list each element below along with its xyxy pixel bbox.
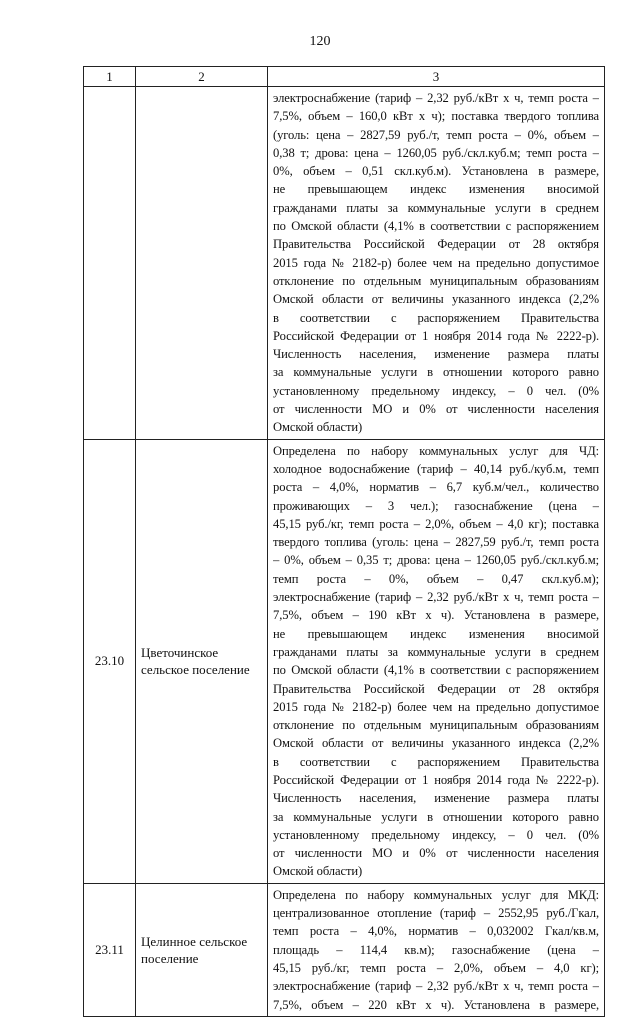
table-header-row xyxy=(84,67,605,87)
description-line: 7,5%, объем – 160,0 кВт х ч); поставка твердого топлива xyxy=(273,109,599,124)
description-line: централизованное отопление (тариф – 2552,95 руб./Гкал, xyxy=(273,906,599,921)
description-line: за коммунальные услуги в отношении которого равно xyxy=(273,365,599,380)
table-row xyxy=(84,439,605,883)
description-line: за коммунальные услуги в отношении которого равно xyxy=(273,809,599,824)
description-line: по Омской области (4,1% в соответствии с распоряжением xyxy=(273,219,599,234)
header-col-1: 1 xyxy=(84,67,136,87)
table-row xyxy=(84,883,605,1016)
description-line: 7,5%, объем – 190 кВт х ч). Установлена в размере, xyxy=(273,608,599,623)
description-line: отклонение по отдельным муниципальным образованиям xyxy=(273,718,599,733)
description-line: от численности МО и 0% от численности населения xyxy=(273,402,599,417)
row-number: 23.11 xyxy=(84,883,136,1016)
description-line: в соответствии с распоряжением Правительства xyxy=(273,310,599,325)
description-line: твердого топлива (уголь: цена – 2827,59 руб./т, темп роста xyxy=(273,535,599,550)
description-line: установленному предельному индексу, – 0 чел. (0% xyxy=(273,383,599,398)
description-line: 2015 года № 2182-р) более чем на предельно допустимое xyxy=(273,699,599,714)
description-line: 0%, объем – 0,51 скл.куб.м). Установлена в размере, xyxy=(273,164,599,179)
description-line: Численность населения, изменение размера платы xyxy=(273,347,599,362)
settlement-name: Цветочинское сельское поселение xyxy=(136,439,268,883)
description-line: гражданами платы за коммунальные услуги в среднем xyxy=(273,644,599,659)
description-line: – 0%, объем – 0,35 т; дрова: цена – 1260,05 руб./скл.куб.м; xyxy=(273,553,599,568)
row-number xyxy=(84,87,136,440)
description-line: электроснабжение (тариф – 2,32 руб./кВт х ч, темп роста – xyxy=(273,91,599,105)
description-line: Российской Федерации от 1 ноября 2014 года № 2222-р). xyxy=(273,772,599,787)
description-line: темп роста – 4,0%, норматив – 0,032002 Гкал/кв.м, xyxy=(273,924,599,939)
description-line: площадь – 114,4 кв.м); газоснабжение (цена – xyxy=(273,942,599,957)
description-line: Численность населения, изменение размера платы xyxy=(273,791,599,806)
row-description xyxy=(268,883,605,1016)
tariff-table xyxy=(83,66,605,1017)
description-line: Российской Федерации от 1 ноября 2014 года № 2222-р). xyxy=(273,328,599,343)
description-line: не превышающем индекс изменения вносимой xyxy=(273,626,599,641)
row-description xyxy=(268,87,605,440)
settlement-name xyxy=(136,87,268,440)
description-line: проживающих – 3 чел.); газоснабжение (цена – xyxy=(273,498,599,513)
description-line: 0,38 т; дрова: цена – 1260,05 руб./скл.куб.м; темп роста – xyxy=(273,145,599,160)
settlement-name: Целинное сельское поселение xyxy=(136,883,268,1016)
description-line: по Омской области (4,1% в соответствии с распоряжением xyxy=(273,663,599,678)
description-line: темп роста – 0%, объем – 0,47 скл.куб.м); xyxy=(273,571,599,586)
row-number: 23.10 xyxy=(84,439,136,883)
description-line: Омской области от величины указанного индекса (2,2% xyxy=(273,736,599,751)
description-line: холодное водоснабжение (тариф – 40,14 руб./куб.м, темп xyxy=(273,461,599,476)
description-line: Омской области от величины указанного индекса (2,2% xyxy=(273,292,599,307)
description-line: Правительства Российской Федерации от 28 октября xyxy=(273,681,599,696)
description-line: роста – 4,0%, норматив – 6,7 куб.м/чел., количество xyxy=(273,480,599,495)
table-row xyxy=(84,87,605,440)
description-line: отклонение по отдельным муниципальным образованиям xyxy=(273,273,599,288)
description-line: 45,15 руб./кг, темп роста – 2,0%, объем – 4,0 кг); поставка xyxy=(273,516,599,531)
description-line: 7,5%, объем – 220 кВт х ч). Установлена в размере, xyxy=(273,997,599,1012)
description-line: 45,15 руб./кг, темп роста – 2,0%, объем – 4,0 кг); xyxy=(273,960,599,975)
description-line: в соответствии с распоряжением Правительства xyxy=(273,754,599,769)
header-col-3: 3 xyxy=(268,67,605,87)
description-line: Омской области) xyxy=(273,864,363,879)
description-line: 2015 года № 2182-р) более чем на предельно допустимое xyxy=(273,255,599,270)
description-line: электроснабжение (тариф – 2,32 руб./кВт х ч, темп роста – xyxy=(273,979,599,994)
description-line: гражданами платы за коммунальные услуги в среднем xyxy=(273,200,599,215)
description-line: электроснабжение (тариф – 2,32 руб./кВт х ч, темп роста – xyxy=(273,590,599,605)
description-line: Определена по набору коммунальных услуг для ЧД: xyxy=(273,443,599,458)
page-number: 120 xyxy=(309,34,331,49)
row-description xyxy=(268,439,605,883)
description-line: установленному предельному индексу, – 0 чел. (0% xyxy=(273,827,599,842)
description-line: Омской области) xyxy=(273,420,363,435)
description-line: (уголь: цена – 2827,59 руб./т, темп роста – 0%, объем – xyxy=(273,127,599,142)
header-col-2: 2 xyxy=(136,67,268,87)
description-line: Определена по набору коммунальных услуг для МКД: xyxy=(273,887,599,902)
description-line: не превышающем индекс изменения вносимой xyxy=(273,182,599,197)
description-line: от численности МО и 0% от численности населения xyxy=(273,846,599,861)
description-line: Правительства Российской Федерации от 28 октября xyxy=(273,237,599,252)
